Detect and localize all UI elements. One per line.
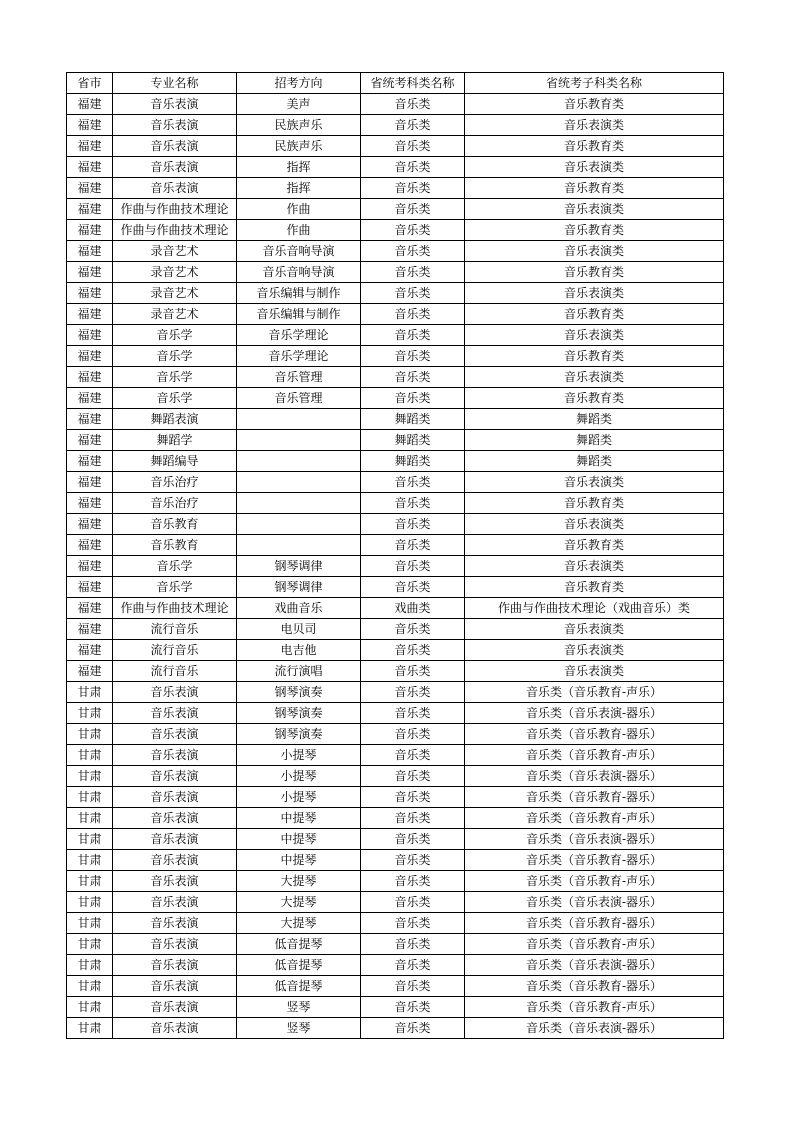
table-row	[67, 178, 724, 199]
table-row	[67, 871, 724, 892]
cell-province: 甘肃	[67, 682, 113, 703]
cell-province: 甘肃	[67, 1018, 113, 1039]
cell-direction	[237, 409, 361, 430]
table-row	[67, 157, 724, 178]
cell-major: 音乐表演	[113, 115, 237, 136]
cell-exam-category: 音乐类	[361, 745, 465, 766]
cell-exam-category: 音乐类	[361, 325, 465, 346]
cell-exam-subcategory: 音乐教育类	[465, 220, 724, 241]
cell-major: 音乐表演	[113, 997, 237, 1018]
cell-exam-category: 音乐类	[361, 283, 465, 304]
cell-province: 福建	[67, 493, 113, 514]
table-row	[67, 766, 724, 787]
table-row	[67, 556, 724, 577]
table-row	[67, 934, 724, 955]
cell-exam-category: 音乐类	[361, 850, 465, 871]
cell-province: 福建	[67, 283, 113, 304]
cell-major: 录音艺术	[113, 241, 237, 262]
cell-exam-subcategory: 音乐类（音乐教育-器乐）	[465, 724, 724, 745]
cell-province: 福建	[67, 535, 113, 556]
cell-exam-subcategory: 音乐类（音乐教育-声乐）	[465, 934, 724, 955]
cell-direction	[237, 514, 361, 535]
cell-direction: 流行演唱	[237, 661, 361, 682]
cell-exam-category: 音乐类	[361, 94, 465, 115]
cell-major: 作曲与作曲技术理论	[113, 598, 237, 619]
cell-province: 甘肃	[67, 976, 113, 997]
table-header	[67, 73, 724, 94]
cell-province: 福建	[67, 241, 113, 262]
cell-direction: 钢琴演奏	[237, 703, 361, 724]
cell-major: 音乐学	[113, 577, 237, 598]
cell-province: 福建	[67, 115, 113, 136]
cell-exam-category: 戏曲类	[361, 598, 465, 619]
cell-province: 福建	[67, 430, 113, 451]
cell-direction: 民族声乐	[237, 115, 361, 136]
cell-exam-category: 音乐类	[361, 367, 465, 388]
cell-exam-category: 音乐类	[361, 619, 465, 640]
table-row	[67, 745, 724, 766]
cell-exam-category: 音乐类	[361, 346, 465, 367]
table-row	[67, 325, 724, 346]
cell-exam-category: 音乐类	[361, 136, 465, 157]
cell-exam-category: 音乐类	[361, 115, 465, 136]
cell-province: 甘肃	[67, 808, 113, 829]
cell-direction: 指挥	[237, 178, 361, 199]
cell-major: 音乐治疗	[113, 493, 237, 514]
table-row	[67, 283, 724, 304]
cell-direction	[237, 472, 361, 493]
table-row	[67, 136, 724, 157]
table-body	[67, 94, 724, 1039]
cell-direction: 低音提琴	[237, 976, 361, 997]
cell-exam-subcategory: 音乐类（音乐教育-声乐）	[465, 682, 724, 703]
cell-major: 音乐表演	[113, 934, 237, 955]
table-row	[67, 955, 724, 976]
table-row	[67, 1018, 724, 1039]
table-row	[67, 199, 724, 220]
cell-exam-category: 音乐类	[361, 829, 465, 850]
cell-exam-subcategory: 音乐类（音乐教育-器乐）	[465, 787, 724, 808]
cell-direction: 电贝司	[237, 619, 361, 640]
cell-major: 舞蹈学	[113, 430, 237, 451]
cell-major: 音乐表演	[113, 955, 237, 976]
cell-exam-subcategory: 音乐表演类	[465, 661, 724, 682]
cell-province: 福建	[67, 388, 113, 409]
cell-major: 音乐表演	[113, 892, 237, 913]
cell-exam-subcategory: 音乐表演类	[465, 472, 724, 493]
cell-exam-category: 音乐类	[361, 199, 465, 220]
cell-exam-category: 音乐类	[361, 472, 465, 493]
cell-province: 福建	[67, 304, 113, 325]
cell-exam-subcategory: 音乐教育类	[465, 178, 724, 199]
cell-direction: 音乐学理论	[237, 346, 361, 367]
cell-exam-category: 音乐类	[361, 871, 465, 892]
cell-exam-category: 音乐类	[361, 892, 465, 913]
cell-exam-subcategory: 音乐类（音乐表演-器乐）	[465, 829, 724, 850]
cell-direction: 大提琴	[237, 871, 361, 892]
cell-direction: 美声	[237, 94, 361, 115]
cell-exam-subcategory: 音乐教育类	[465, 577, 724, 598]
header-major: 专业名称	[113, 73, 237, 94]
cell-exam-subcategory: 音乐教育类	[465, 94, 724, 115]
table-row	[67, 640, 724, 661]
cell-exam-category: 音乐类	[361, 556, 465, 577]
cell-major: 音乐教育	[113, 514, 237, 535]
cell-exam-category: 音乐类	[361, 661, 465, 682]
cell-province: 福建	[67, 409, 113, 430]
cell-exam-subcategory: 音乐表演类	[465, 325, 724, 346]
cell-major: 音乐表演	[113, 94, 237, 115]
cell-major: 音乐表演	[113, 745, 237, 766]
cell-exam-subcategory: 音乐表演类	[465, 556, 724, 577]
table-row	[67, 892, 724, 913]
cell-major: 流行音乐	[113, 619, 237, 640]
cell-province: 甘肃	[67, 934, 113, 955]
table-row	[67, 997, 724, 1018]
cell-exam-category: 音乐类	[361, 682, 465, 703]
header-province: 省市	[67, 73, 113, 94]
cell-exam-category: 音乐类	[361, 787, 465, 808]
cell-exam-category: 音乐类	[361, 493, 465, 514]
cell-exam-subcategory: 音乐类（音乐教育-器乐）	[465, 976, 724, 997]
table-row	[67, 409, 724, 430]
cell-exam-subcategory: 音乐类（音乐教育-声乐）	[465, 997, 724, 1018]
cell-exam-subcategory: 音乐类（音乐表演-器乐）	[465, 892, 724, 913]
cell-province: 甘肃	[67, 703, 113, 724]
cell-exam-category: 音乐类	[361, 976, 465, 997]
cell-province: 福建	[67, 325, 113, 346]
cell-province: 福建	[67, 178, 113, 199]
cell-direction	[237, 493, 361, 514]
table-row	[67, 724, 724, 745]
cell-direction	[237, 430, 361, 451]
cell-exam-subcategory: 音乐类（音乐教育-器乐）	[465, 913, 724, 934]
cell-exam-category: 音乐类	[361, 1018, 465, 1039]
cell-exam-category: 音乐类	[361, 997, 465, 1018]
cell-exam-subcategory: 作曲与作曲技术理论（戏曲音乐）类	[465, 598, 724, 619]
cell-direction: 指挥	[237, 157, 361, 178]
cell-major: 流行音乐	[113, 640, 237, 661]
header-exam-subcategory: 省统考子科类名称	[465, 73, 724, 94]
cell-province: 福建	[67, 157, 113, 178]
table-row	[67, 220, 724, 241]
cell-direction: 音乐管理	[237, 388, 361, 409]
cell-major: 作曲与作曲技术理论	[113, 199, 237, 220]
cell-direction: 竖琴	[237, 1018, 361, 1039]
cell-exam-subcategory: 舞蹈类	[465, 451, 724, 472]
table-row	[67, 430, 724, 451]
cell-exam-category: 音乐类	[361, 640, 465, 661]
cell-exam-subcategory: 音乐表演类	[465, 241, 724, 262]
table-row	[67, 262, 724, 283]
table-row	[67, 472, 724, 493]
cell-direction: 音乐编辑与制作	[237, 283, 361, 304]
table-row	[67, 913, 724, 934]
cell-exam-subcategory: 音乐教育类	[465, 346, 724, 367]
table-row	[67, 241, 724, 262]
cell-major: 音乐教育	[113, 535, 237, 556]
cell-exam-category: 音乐类	[361, 535, 465, 556]
cell-major: 音乐表演	[113, 976, 237, 997]
cell-direction: 钢琴调律	[237, 577, 361, 598]
table-row	[67, 304, 724, 325]
cell-province: 福建	[67, 472, 113, 493]
cell-major: 音乐表演	[113, 1018, 237, 1039]
cell-province: 福建	[67, 451, 113, 472]
cell-direction: 钢琴演奏	[237, 724, 361, 745]
cell-major: 音乐表演	[113, 136, 237, 157]
table-row	[67, 808, 724, 829]
cell-direction	[237, 451, 361, 472]
cell-exam-subcategory: 音乐类（音乐教育-器乐）	[465, 850, 724, 871]
cell-province: 福建	[67, 661, 113, 682]
cell-direction: 竖琴	[237, 997, 361, 1018]
cell-major: 录音艺术	[113, 283, 237, 304]
cell-direction: 钢琴演奏	[237, 682, 361, 703]
cell-major: 作曲与作曲技术理论	[113, 220, 237, 241]
cell-exam-subcategory: 音乐表演类	[465, 283, 724, 304]
cell-province: 福建	[67, 556, 113, 577]
cell-direction: 小提琴	[237, 766, 361, 787]
cell-major: 音乐学	[113, 325, 237, 346]
cell-exam-subcategory: 音乐表演类	[465, 157, 724, 178]
table-row	[67, 787, 724, 808]
table-row	[67, 115, 724, 136]
cell-major: 音乐表演	[113, 157, 237, 178]
cell-exam-category: 音乐类	[361, 220, 465, 241]
cell-exam-subcategory: 舞蹈类	[465, 430, 724, 451]
cell-province: 甘肃	[67, 829, 113, 850]
cell-major: 流行音乐	[113, 661, 237, 682]
cell-exam-subcategory: 音乐表演类	[465, 640, 724, 661]
cell-direction: 钢琴调律	[237, 556, 361, 577]
table-row	[67, 976, 724, 997]
cell-exam-category: 舞蹈类	[361, 451, 465, 472]
table-row	[67, 94, 724, 115]
cell-exam-subcategory: 音乐类（音乐表演-器乐）	[465, 703, 724, 724]
cell-province: 甘肃	[67, 850, 113, 871]
cell-exam-subcategory: 音乐教育类	[465, 388, 724, 409]
cell-exam-category: 音乐类	[361, 808, 465, 829]
cell-major: 音乐表演	[113, 766, 237, 787]
cell-major: 音乐学	[113, 367, 237, 388]
cell-major: 音乐表演	[113, 850, 237, 871]
cell-exam-subcategory: 音乐类（音乐教育-声乐）	[465, 808, 724, 829]
cell-exam-subcategory: 音乐表演类	[465, 115, 724, 136]
admissions-table	[66, 72, 724, 1039]
cell-exam-category: 音乐类	[361, 388, 465, 409]
cell-direction: 中提琴	[237, 808, 361, 829]
cell-major: 音乐表演	[113, 703, 237, 724]
cell-exam-subcategory: 音乐教育类	[465, 304, 724, 325]
cell-exam-subcategory: 音乐教育类	[465, 493, 724, 514]
cell-major: 录音艺术	[113, 304, 237, 325]
cell-province: 福建	[67, 346, 113, 367]
cell-major: 音乐表演	[113, 787, 237, 808]
cell-province: 福建	[67, 199, 113, 220]
cell-exam-subcategory: 音乐教育类	[465, 535, 724, 556]
table-row	[67, 367, 724, 388]
cell-direction: 民族声乐	[237, 136, 361, 157]
cell-province: 福建	[67, 577, 113, 598]
cell-exam-category: 舞蹈类	[361, 430, 465, 451]
cell-exam-category: 音乐类	[361, 766, 465, 787]
table-row	[67, 493, 724, 514]
cell-direction: 中提琴	[237, 829, 361, 850]
cell-major: 音乐表演	[113, 871, 237, 892]
cell-major: 音乐治疗	[113, 472, 237, 493]
cell-exam-category: 音乐类	[361, 514, 465, 535]
cell-exam-category: 音乐类	[361, 703, 465, 724]
table-row	[67, 346, 724, 367]
cell-province: 福建	[67, 367, 113, 388]
cell-province: 甘肃	[67, 997, 113, 1018]
cell-exam-subcategory: 音乐表演类	[465, 514, 724, 535]
cell-major: 舞蹈编导	[113, 451, 237, 472]
table-row	[67, 388, 724, 409]
cell-exam-subcategory: 音乐教育类	[465, 262, 724, 283]
cell-exam-subcategory: 音乐类（音乐表演-器乐）	[465, 766, 724, 787]
cell-direction: 大提琴	[237, 913, 361, 934]
cell-direction: 中提琴	[237, 850, 361, 871]
table-row	[67, 661, 724, 682]
cell-province: 福建	[67, 94, 113, 115]
cell-exam-subcategory: 音乐类（音乐表演-器乐）	[465, 1018, 724, 1039]
cell-direction: 音乐编辑与制作	[237, 304, 361, 325]
cell-exam-subcategory: 音乐教育类	[465, 136, 724, 157]
cell-province: 甘肃	[67, 766, 113, 787]
cell-province: 福建	[67, 262, 113, 283]
cell-direction: 音乐学理论	[237, 325, 361, 346]
cell-direction: 作曲	[237, 199, 361, 220]
cell-province: 甘肃	[67, 955, 113, 976]
table-row	[67, 850, 724, 871]
cell-direction: 电吉他	[237, 640, 361, 661]
cell-exam-category: 音乐类	[361, 955, 465, 976]
cell-direction	[237, 535, 361, 556]
cell-exam-category: 音乐类	[361, 178, 465, 199]
cell-major: 音乐表演	[113, 682, 237, 703]
cell-exam-category: 音乐类	[361, 262, 465, 283]
cell-major: 音乐学	[113, 556, 237, 577]
cell-major: 音乐学	[113, 346, 237, 367]
cell-direction: 作曲	[237, 220, 361, 241]
cell-direction: 大提琴	[237, 892, 361, 913]
cell-province: 甘肃	[67, 745, 113, 766]
cell-exam-category: 音乐类	[361, 913, 465, 934]
table-row	[67, 577, 724, 598]
cell-province: 甘肃	[67, 871, 113, 892]
cell-province: 福建	[67, 514, 113, 535]
table-row	[67, 451, 724, 472]
cell-province: 甘肃	[67, 892, 113, 913]
cell-exam-category: 音乐类	[361, 157, 465, 178]
cell-exam-subcategory: 音乐表演类	[465, 619, 724, 640]
cell-direction: 音乐音响导演	[237, 262, 361, 283]
cell-exam-subcategory: 音乐类（音乐教育-声乐）	[465, 745, 724, 766]
table-row	[67, 514, 724, 535]
cell-major: 音乐表演	[113, 178, 237, 199]
cell-major: 舞蹈表演	[113, 409, 237, 430]
cell-exam-category: 音乐类	[361, 577, 465, 598]
table-row	[67, 829, 724, 850]
cell-direction: 小提琴	[237, 745, 361, 766]
cell-major: 录音艺术	[113, 262, 237, 283]
table-row	[67, 535, 724, 556]
cell-exam-subcategory: 音乐类（音乐教育-声乐）	[465, 871, 724, 892]
cell-direction: 低音提琴	[237, 955, 361, 976]
cell-exam-subcategory: 音乐类（音乐表演-器乐）	[465, 955, 724, 976]
cell-major: 音乐表演	[113, 913, 237, 934]
table-row	[67, 703, 724, 724]
cell-exam-subcategory: 音乐表演类	[465, 199, 724, 220]
cell-exam-category: 音乐类	[361, 304, 465, 325]
cell-direction: 音乐音响导演	[237, 241, 361, 262]
cell-major: 音乐表演	[113, 829, 237, 850]
cell-major: 音乐学	[113, 388, 237, 409]
cell-province: 福建	[67, 640, 113, 661]
cell-exam-subcategory: 舞蹈类	[465, 409, 724, 430]
cell-direction: 小提琴	[237, 787, 361, 808]
table-row	[67, 598, 724, 619]
cell-exam-category: 音乐类	[361, 724, 465, 745]
cell-exam-category: 音乐类	[361, 934, 465, 955]
cell-major: 音乐表演	[113, 724, 237, 745]
header-row	[67, 73, 724, 94]
header-direction: 招考方向	[237, 73, 361, 94]
cell-direction: 低音提琴	[237, 934, 361, 955]
cell-exam-category: 舞蹈类	[361, 409, 465, 430]
cell-direction: 音乐管理	[237, 367, 361, 388]
table-row	[67, 619, 724, 640]
cell-province: 福建	[67, 619, 113, 640]
cell-province: 福建	[67, 598, 113, 619]
cell-province: 福建	[67, 136, 113, 157]
cell-exam-subcategory: 音乐表演类	[465, 367, 724, 388]
cell-province: 福建	[67, 220, 113, 241]
cell-direction: 戏曲音乐	[237, 598, 361, 619]
header-exam-category: 省统考科类名称	[361, 73, 465, 94]
cell-exam-category: 音乐类	[361, 241, 465, 262]
cell-province: 甘肃	[67, 787, 113, 808]
cell-major: 音乐表演	[113, 808, 237, 829]
cell-province: 甘肃	[67, 724, 113, 745]
cell-province: 甘肃	[67, 913, 113, 934]
table-row	[67, 682, 724, 703]
